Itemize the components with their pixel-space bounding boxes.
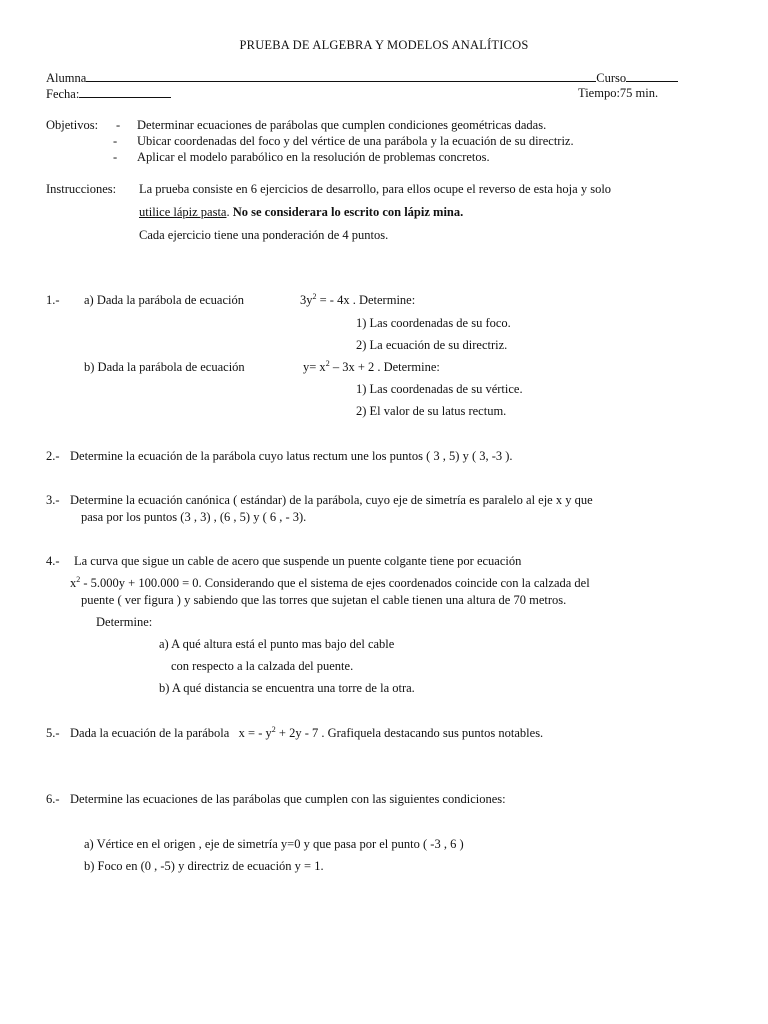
objetivo-dash-1: - (116, 118, 121, 132)
q4-determine: Determine: (96, 615, 153, 629)
q5-equation: x = - $y^2 + 2y - 7$ (238, 725, 319, 740)
q3-line-1: Determine la ecuación canónica ( estándar) de la parábola, cuyo eje de simetría es paralelo al eje x y que (70, 493, 593, 507)
q4-line-1: La curva que sigue un cable de acero que suspende un puente colgante tiene por ecuación (74, 554, 522, 568)
q4-number: 4.- (46, 554, 60, 568)
objetivo-3: Aplicar el modelo parabólico en la resolución de problemas concretos. (137, 150, 490, 164)
q1a-intro: a) Dada la parábola de ecuación (84, 293, 244, 307)
q4-equation: $x^2 - 5.000y + 100.000 = 0$. Considerando que el sistema de ejes coordenados coincide con la calzada del (70, 575, 590, 590)
page-title: PRUEBA DE ALGEBRA Y MODELOS ANALÍTICOS (239, 38, 529, 52)
q1b-item-1: 1) Las coordenadas de su vértice. (356, 382, 523, 396)
q3-line-2: pasa por los puntos (3 , 3) , (6 , 5) y ( 6 , - 3). (81, 510, 307, 524)
q6-text: Determine las ecuaciones de las parábolas que cumplen con las siguientes condiciones: (70, 792, 506, 806)
instrucciones-line-1: La prueba consiste en 6 ejercicios de desarrollo, para ellos ocupe el reverso de esta hoja y solo (139, 182, 612, 196)
q1-number: 1.- (46, 293, 60, 307)
objetivo-2: Ubicar coordenadas del foco y del vértice de una parábola y la ecuación de su directriz. (137, 134, 574, 148)
q5-number: 5.- (46, 726, 60, 740)
fecha-blank (79, 86, 171, 98)
q5-text: Dada la ecuación de la parábola x = - $y^2 + 2y - 7$ . Grafiquela destacando sus puntos notables. (70, 725, 544, 740)
instrucciones-line-2: utilice lápiz pasta. No se considerara lo escrito con lápiz mina. (139, 205, 464, 219)
q6-b: b) Foco en (0 , -5) y directriz de ecuación y = 1. (84, 859, 324, 873)
alumna-label: Alumna (46, 71, 87, 85)
curso-label: Curso (596, 71, 627, 85)
q6-a: a) Vértice en el origen , eje de simetría y=0 y que pasa por el punto ( -3 , 6 ) (84, 837, 464, 851)
instrucciones-label: Instrucciones: (46, 182, 117, 196)
fecha-field (46, 86, 171, 103)
q1b-intro: b) Dada la parábola de ecuación (84, 360, 245, 374)
instrucciones-line-3: Cada ejercicio tiene una ponderación de 4 puntos. (139, 228, 389, 242)
q6-number: 6.- (46, 792, 60, 806)
alumna-field (46, 70, 678, 87)
objetivo-dash-3: - (113, 150, 118, 164)
q4-b: b) A qué distancia se encuentra una torre de la otra. (159, 681, 415, 695)
q1b-equation: $y= x^2 - 3x + 2$ . Determine: (303, 359, 440, 374)
q4-a-line-1: a) A qué altura está el punto mas bajo del cable (159, 637, 395, 651)
q1a-equation: $3y^2$ = - 4x . Determine: (300, 292, 416, 307)
q1b-item-2: 2) El valor de su latus rectum. (356, 404, 507, 418)
fecha-label: Fecha: (46, 87, 80, 101)
objetivo-1: Determinar ecuaciones de parábolas que cumplen condiciones geométricas dadas. (137, 118, 547, 132)
q4-a-line-2: con respecto a la calzada del puente. (171, 659, 354, 673)
alumna-blank (86, 70, 596, 82)
q4-line-3: puente ( ver figura ) y sabiendo que las torres que sujetan el cable tienen una altura de 70 metros. (81, 593, 567, 607)
q1a-item-1: 1) Las coordenadas de su foco. (356, 316, 511, 330)
tiempo: Tiempo:75 min. (578, 86, 659, 100)
q2-number: 2.- (46, 449, 60, 463)
curso-blank (626, 70, 678, 82)
q2-text: Determine la ecuación de la parábola cuyo latus rectum une los puntos ( 3 , 5) y ( 3, -3 ). (70, 449, 513, 463)
lapiz-mina-warning: No se considerara lo escrito con lápiz mina. (232, 205, 464, 219)
objetivos-label: Objetivos: (46, 118, 99, 132)
q1a-item-2: 2) La ecuación de su directriz. (356, 338, 508, 352)
q3-number: 3.- (46, 493, 60, 507)
lapiz-pasta: utilice lápiz pasta (139, 205, 227, 219)
objetivo-dash-2: - (113, 134, 118, 148)
